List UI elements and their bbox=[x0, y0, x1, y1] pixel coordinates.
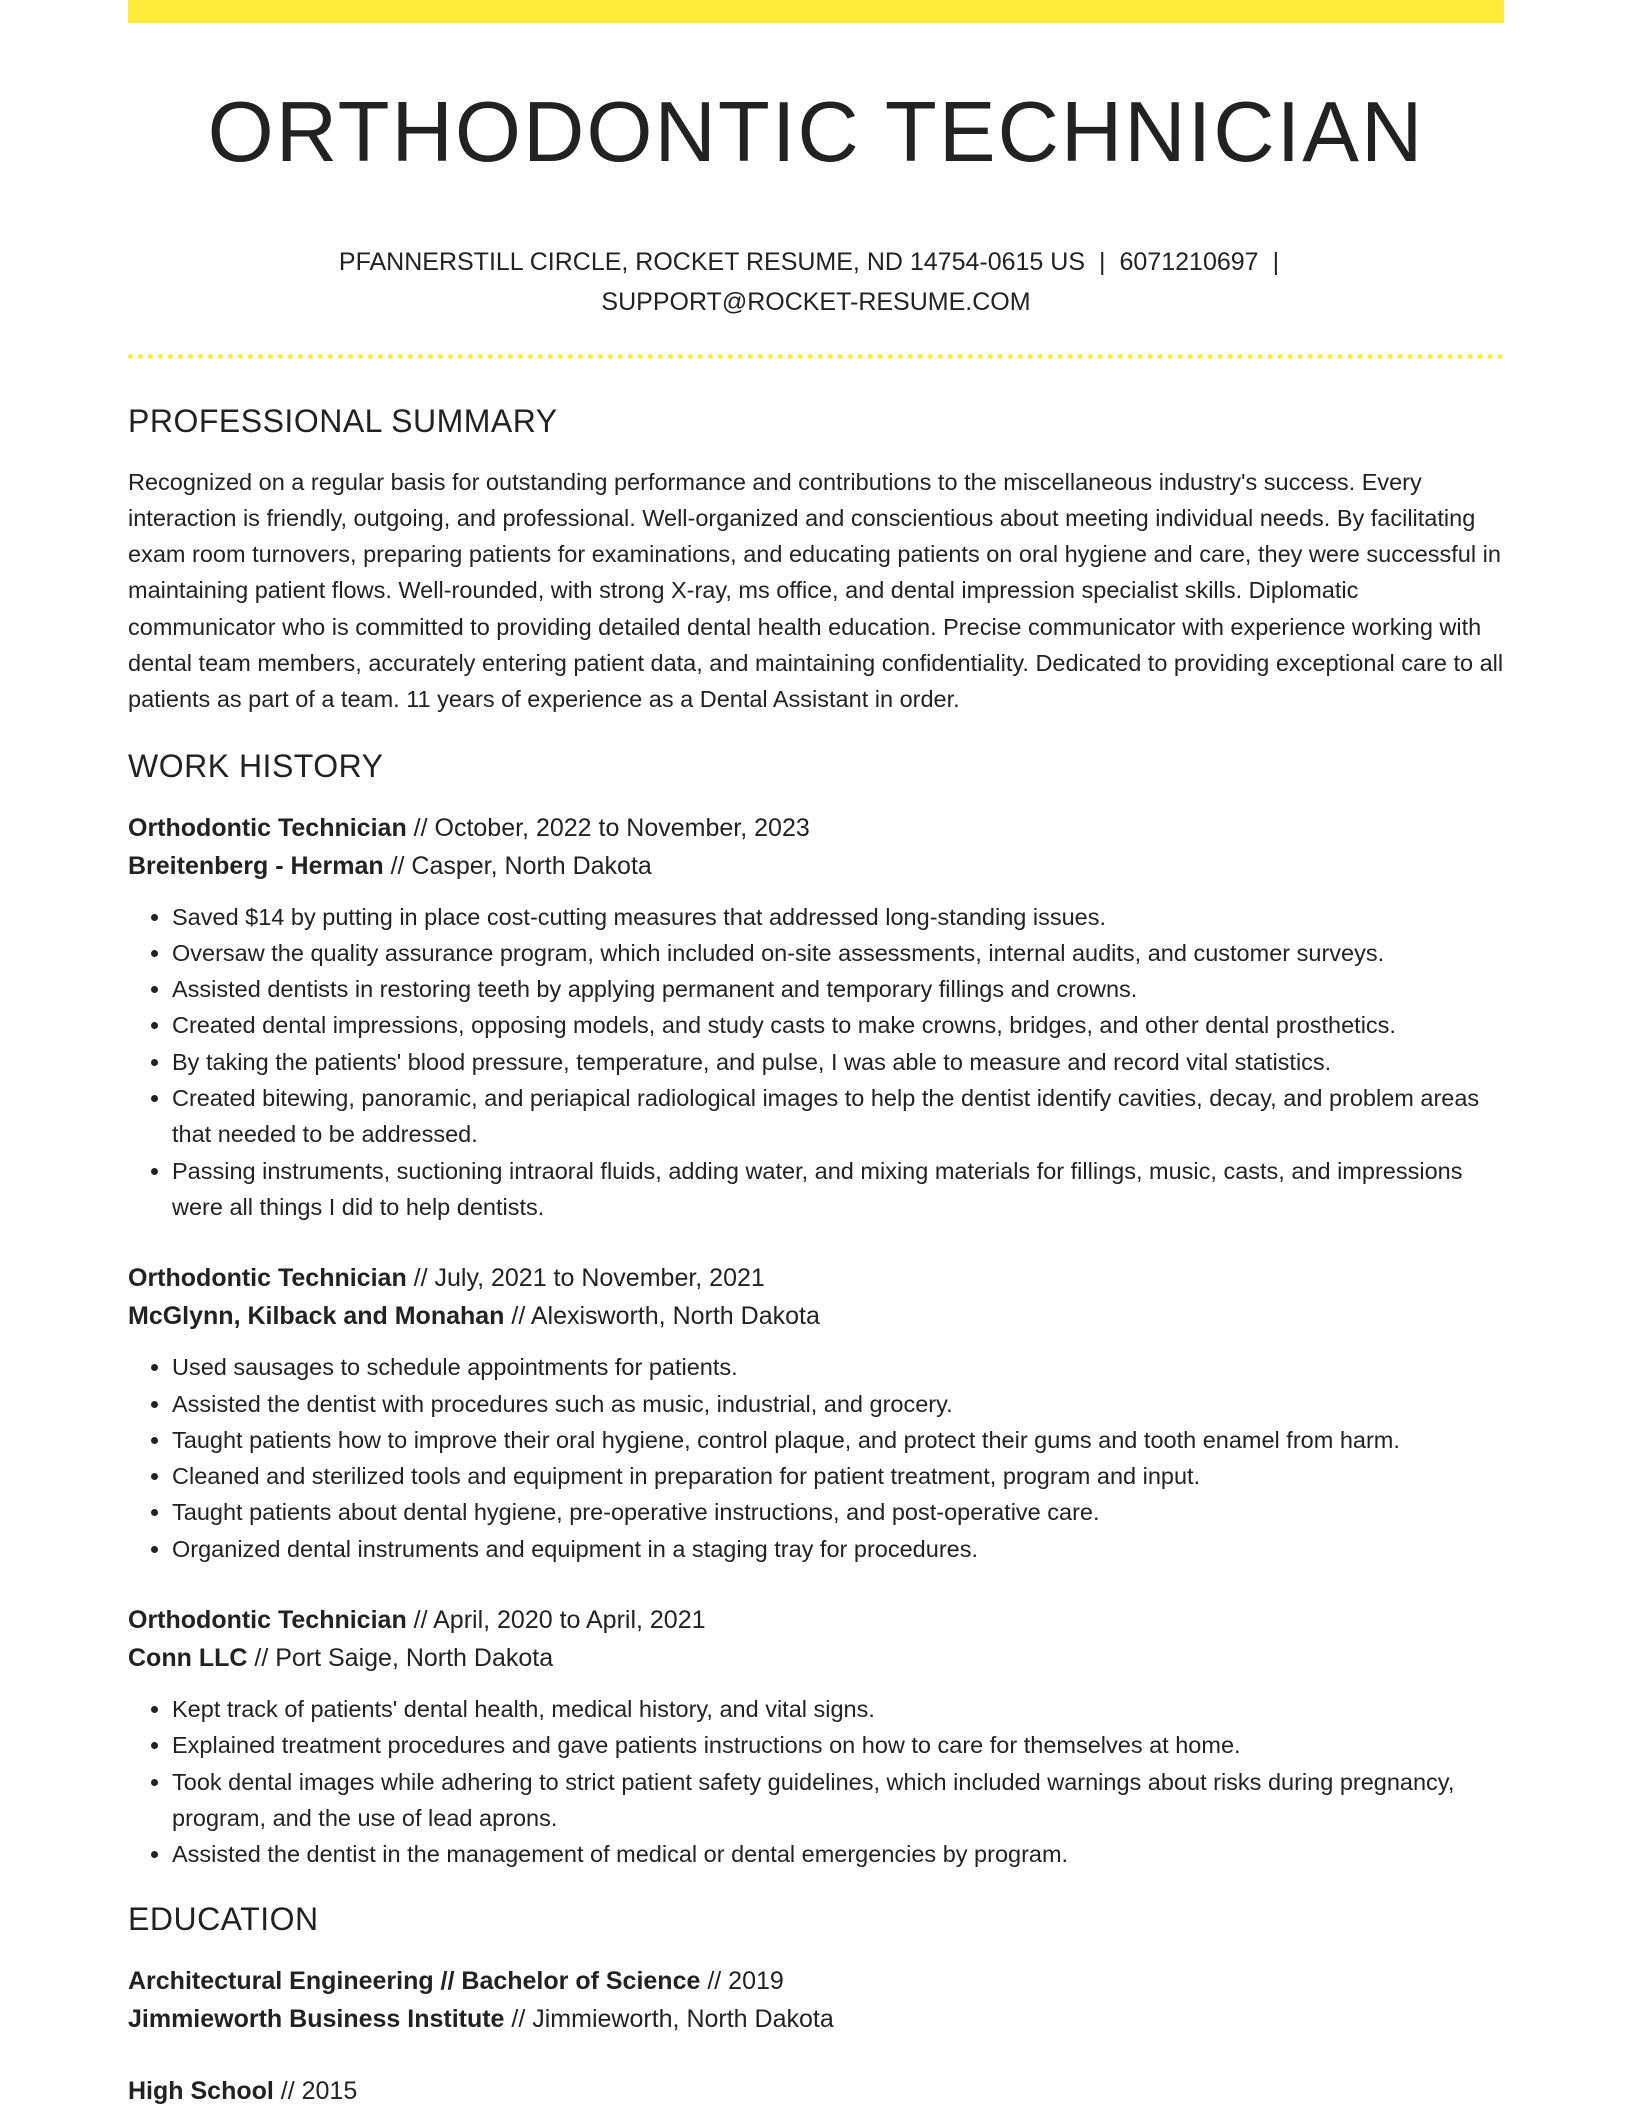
education-school: Jimmieworth Business Institute bbox=[128, 2004, 505, 2033]
job-entry bbox=[128, 1259, 1504, 1567]
job-bullet: • Used sausages to schedule appointments for patients. bbox=[172, 1349, 1504, 1385]
education-year: // 2015 bbox=[273, 2076, 358, 2105]
job-company: Breitenberg - Herman bbox=[128, 851, 384, 880]
job-company-line bbox=[128, 1297, 1504, 1335]
summary-text: Recognized on a regular basis for outstanding performance and contributions to the miscellaneous industry's success. Every interaction is friendly, outgoing, and professional. Well-organized and conscientious about meeting individual needs. By facilitating exam room turnovers, preparing patients for examinations, and educating patients on oral hygiene and care, they were successful in maintaining patient flows. Well-rounded, with strong X-ray, ms office, and dental impression specialist skills. Diplomatic communicator who is committed to providing detailed dental health education. Precise communicator with experience working with dental team members, accurately entering patient data, and maintaining confidentiality. Dedicated to providing exceptional care to all patients as part of a team. 11 years of experience as a Dental Assistant in order. bbox=[128, 468, 1504, 713]
job-entry bbox=[128, 1601, 1504, 1872]
contact-separator: | bbox=[1099, 247, 1106, 276]
education-degree: High School bbox=[128, 2076, 274, 2105]
job-location: // Port Saige, North Dakota bbox=[247, 1644, 554, 1673]
job-location: // Casper, North Dakota bbox=[383, 851, 652, 880]
job-bullets bbox=[128, 899, 1504, 1226]
education-school-line bbox=[128, 2000, 1504, 2038]
job-title-line bbox=[128, 1601, 1504, 1639]
job-location: // Alexisworth, North Dakota bbox=[504, 1302, 820, 1331]
job-bullet: • Created bitewing, panoramic, and periapical radiological images to help the dentist identify cavities, decay, and problem areas that needed to be addressed. bbox=[172, 1080, 1504, 1153]
education-degree-line bbox=[128, 2072, 1504, 2110]
work-history-list bbox=[128, 809, 1504, 1873]
education-degree: Architectural Engineering // Bachelor of Science bbox=[128, 1966, 701, 1995]
job-role: Orthodontic Technician bbox=[128, 813, 407, 842]
job-role: Orthodontic Technician bbox=[128, 1264, 407, 1293]
job-bullet: • Taught patients how to improve their oral hygiene, control plaque, and protect their gums and tooth enamel from harm. bbox=[172, 1422, 1504, 1458]
job-bullet: • Assisted the dentist in the management of medical or dental emergencies by program. bbox=[172, 1836, 1504, 1872]
education-list bbox=[128, 1962, 1504, 2110]
education-entry bbox=[128, 2072, 1504, 2110]
job-bullet: • Assisted the dentist with procedures such as music, industrial, and grocery. bbox=[172, 1386, 1504, 1422]
education-degree-line bbox=[128, 1962, 1504, 2000]
job-bullet: • Saved $14 by putting in place cost-cutting measures that addressed long-standing issues. bbox=[172, 899, 1504, 935]
job-bullets bbox=[128, 1349, 1504, 1567]
job-bullet: • Passing instruments, suctioning intraoral fluids, adding water, and mixing materials for fillings, music, casts, and impressions were all things I did to help dentists. bbox=[172, 1153, 1504, 1226]
job-title-line bbox=[128, 1259, 1504, 1297]
job-entry bbox=[128, 809, 1504, 1226]
job-bullet: • Taught patients about dental hygiene, pre-operative instructions, and post-operative care. bbox=[172, 1494, 1504, 1530]
header-divider bbox=[128, 354, 1504, 359]
job-company-line bbox=[128, 847, 1504, 885]
education-location: // Jimmieworth, North Dakota bbox=[504, 2004, 834, 2033]
job-company: McGlynn, Kilback and Monahan bbox=[128, 1302, 505, 1331]
contact-address: PFANNERSTILL CIRCLE, ROCKET RESUME, ND 14754-0615 US bbox=[338, 247, 1086, 276]
job-company-line bbox=[128, 1639, 1504, 1677]
contact-email: SUPPORT@ROCKET-RESUME.COM bbox=[601, 287, 1031, 316]
education-entry bbox=[128, 1962, 1504, 2038]
contact-phone: 6071210697 bbox=[1119, 247, 1259, 276]
job-dates: // April, 2020 to April, 2021 bbox=[406, 1606, 706, 1635]
job-bullet: • Oversaw the quality assurance program, which included on-site assessments, internal audits, and customer surveys. bbox=[172, 935, 1504, 971]
job-bullet: • Kept track of patients' dental health, medical history, and vital signs. bbox=[172, 1691, 1504, 1727]
job-bullet: • Cleaned and sterilized tools and equipment in preparation for patient treatment, program and input. bbox=[172, 1458, 1504, 1494]
contact-separator: | bbox=[1272, 247, 1280, 276]
section-title-education: EDUCATION bbox=[128, 1900, 319, 1937]
job-bullet: • Assisted dentists in restoring teeth by applying permanent and temporary fillings and crowns. bbox=[172, 971, 1504, 1007]
job-company: Conn LLC bbox=[128, 1644, 248, 1673]
job-title-line bbox=[128, 809, 1504, 847]
job-bullet: • Explained treatment procedures and gave patients instructions on how to care for themselves at home. bbox=[172, 1727, 1504, 1763]
job-bullet: • By taking the patients' blood pressure, temperature, and pulse, I was able to measure and record vital statistics. bbox=[172, 1044, 1504, 1080]
section-title-summary: PROFESSIONAL SUMMARY bbox=[128, 402, 558, 439]
job-role: Orthodontic Technician bbox=[128, 1606, 407, 1635]
job-bullets bbox=[128, 1691, 1504, 1872]
top-accent-bar bbox=[128, 0, 1504, 23]
contact-info bbox=[128, 242, 1504, 322]
resume-name: ORTHODONTIC TECHNICIAN bbox=[207, 85, 1425, 180]
job-dates: // July, 2021 to November, 2021 bbox=[406, 1264, 765, 1293]
education-year: // 2019 bbox=[700, 1966, 784, 1995]
job-dates: // October, 2022 to November, 2023 bbox=[406, 813, 810, 842]
section-title-work-history: WORK HISTORY bbox=[128, 747, 384, 784]
resume-page bbox=[128, 0, 1504, 2110]
job-bullet: • Took dental images while adhering to strict patient safety guidelines, which included warnings about risks during pregnancy, program, and the use of lead aprons. bbox=[172, 1764, 1504, 1837]
job-bullet: • Organized dental instruments and equipment in a staging tray for procedures. bbox=[172, 1531, 1504, 1567]
job-bullet: • Created dental impressions, opposing models, and study casts to make crowns, bridges, and other dental prosthetics. bbox=[172, 1007, 1504, 1043]
